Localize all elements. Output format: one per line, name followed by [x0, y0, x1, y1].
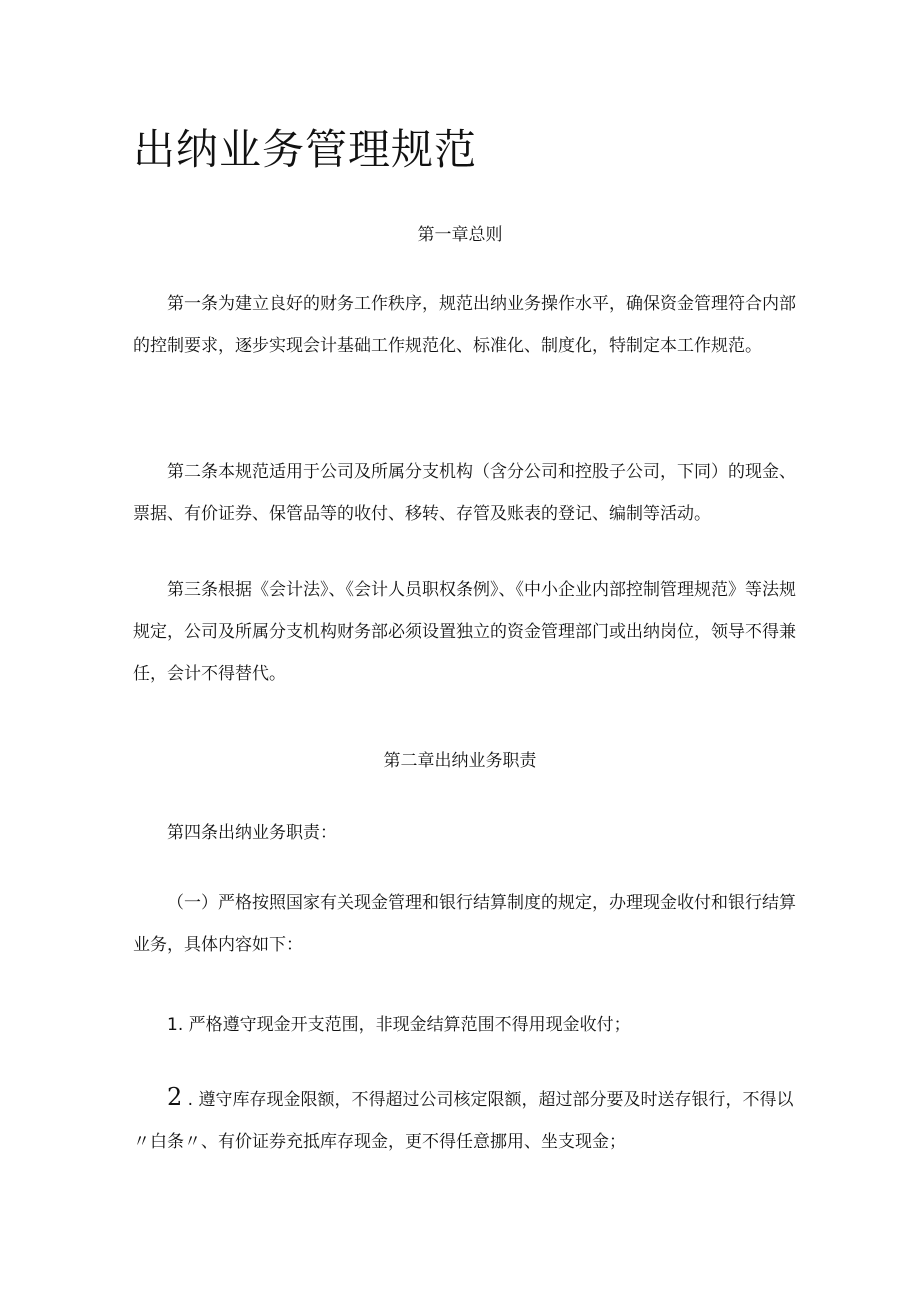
- list-item-2: [133, 1076, 803, 1163]
- chapter-heading-1: 第一章总则: [417, 225, 503, 245]
- document-title: 出纳业务管理规范: [133, 125, 478, 174]
- list-item-text: . 遵守库存现金限额，不得超过公司核定限额，超过部分要及时送存银行，不得以〃白条〃、有价证券充抵库存现金，更不得任意挪用、坐支现金；: [133, 1090, 794, 1152]
- article-4-clause-1: （一）严格按照国家有关现金管理和银行结算制度的规定，办理现金收付和银行结算业务，具体内容如下：: [133, 893, 796, 955]
- article-1: 第一条为建立良好的财务工作秩序，规范出纳业务操作水平，确保资金管理符合内部的控制要求，逐步实现会计基础工作规范化、标准化、制度化，特制定本工作规范。: [133, 294, 796, 356]
- article-2: 第二条本规范适用于公司及所属分支机构（含分公司和控股子公司，下同）的现金、票据、有价证券、保管品等的收付、移转、存管及账表的登记、编制等活动。: [133, 462, 796, 524]
- chapter-heading-2: 第二章出纳业务职责: [383, 751, 537, 771]
- list-item-1: 1. 严格遵守现金开支范围，非现金结算范围不得用现金收付；: [167, 1015, 631, 1035]
- article-4: 第四条出纳业务职责：: [167, 823, 337, 843]
- article-3: 第三条根据《会计法》、《会计人员职权条例》、《中小企业内部控制管理规范》等法规规定，公司及所属分支机构财务部必须设置独立的资金管理部门或出纳岗位，领导不得兼任，会计不得替代。: [133, 580, 796, 684]
- list-item-number: 2: [167, 1083, 183, 1111]
